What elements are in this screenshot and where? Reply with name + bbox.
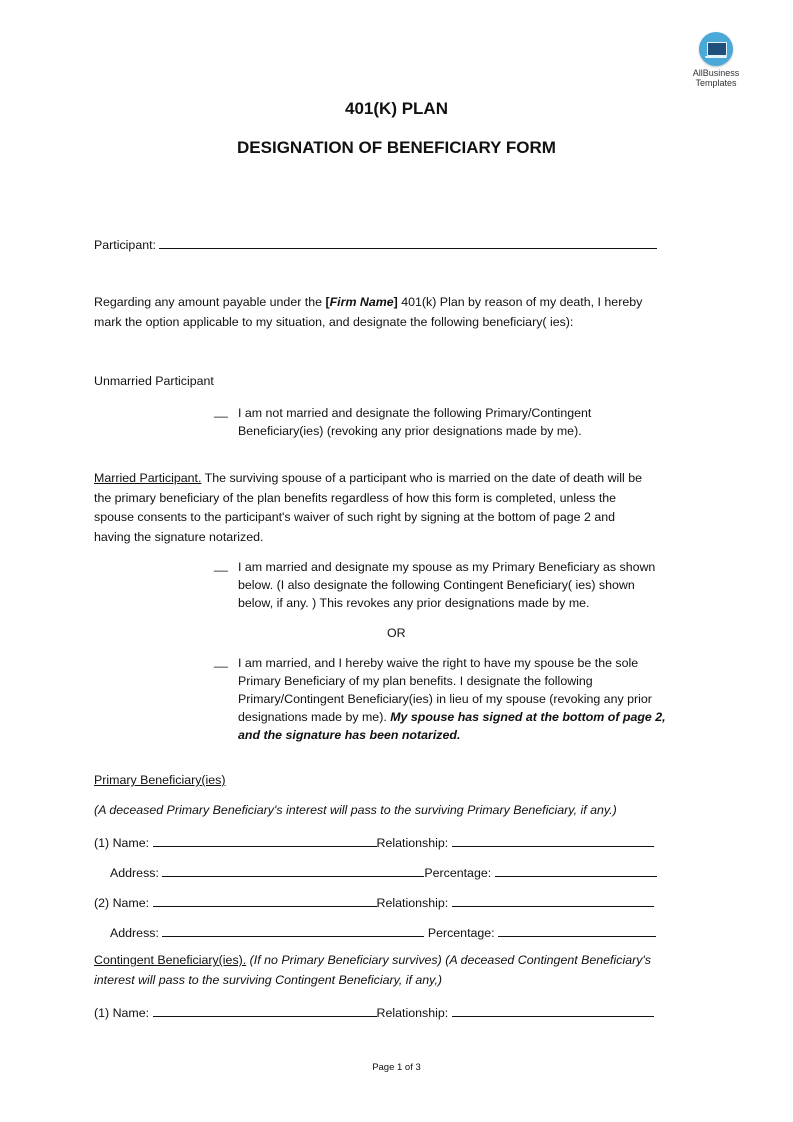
married-option1-blank[interactable]: __ — [214, 558, 228, 572]
primary-heading: Primary Beneficiary(ies) — [94, 773, 226, 787]
married-option2-text: I am married, and I hereby waive the right to have my spouse be the sole Primary Beneficiary of my plan benefits. I designate the following Primary/Contingent Beneficiary(ies) in lieu of my spouse (revoking any prior designations made by me). My spouse has signed at the bottom of page 2, and the signature has been notarized. — [238, 656, 666, 742]
primary-address-row-1: Address: Percentage: — [110, 863, 657, 880]
contingent-heading: Contingent Beneficiary(ies). — [94, 953, 247, 967]
primary-address2-field[interactable] — [162, 923, 424, 937]
logo-text: AllBusiness Templates — [692, 68, 740, 88]
document-subtitle: DESIGNATION OF BENEFICIARY FORM — [237, 138, 556, 157]
contingent-section: Contingent Beneficiary(ies). (If no Primary Beneficiary survives) (A deceased Contingent Beneficiary's interest will pass to the surviving Contingent Beneficiary, if any,) — [94, 953, 651, 987]
married-option1-text: I am married and designate my spouse as my Primary Beneficiary as shown below. (I also designate the following Contingent Beneficiary( ies) shown below, if any. ) This revokes any prior designations made by me. — [238, 560, 656, 610]
unmarried-heading: Unmarried Participant — [94, 374, 214, 388]
unmarried-option-text: I am not married and designate the following Primary/Contingent Beneficiary(ies) (revoking any prior designations made by me). — [238, 406, 592, 438]
company-logo — [686, 32, 746, 88]
married-paragraph: Married Participant. The surviving spouse of a participant who is married on the date of death will be the primary beneficiary of the plan benefits regardless of how this form is completed, unless the spouse consents to the participant's waiver of such right by signing at the bottom of page 2 and having the signature notarized. — [94, 471, 643, 544]
primary-row-2: (2) Name: Relationship: — [94, 893, 654, 910]
married-heading: Married Participant. — [94, 471, 202, 485]
or-separator: OR — [387, 626, 406, 640]
participant-row — [94, 235, 657, 252]
unmarried-checkbox-blank[interactable]: __ — [214, 404, 228, 418]
contingent-name1-field[interactable] — [153, 1003, 377, 1017]
document-title: 401(K) PLAN — [345, 99, 448, 118]
primary-percentage1-field[interactable] — [495, 863, 657, 877]
participant-label: Participant: — [94, 238, 156, 252]
primary-relationship2-field[interactable] — [452, 893, 654, 907]
participant-field[interactable] — [159, 235, 657, 249]
primary-row-1: (1) Name: Relationship: — [94, 833, 654, 850]
primary-note: (A deceased Primary Beneficiary's interest will pass to the surviving Primary Beneficiary, if any.) — [94, 803, 617, 817]
primary-name1-field[interactable] — [153, 833, 377, 847]
page-number: Page 1 of 3 — [372, 1062, 421, 1073]
contingent-relationship1-field[interactable] — [452, 1003, 654, 1017]
contingent-row-1: (1) Name: Relationship: — [94, 1003, 654, 1020]
primary-name2-field[interactable] — [153, 893, 377, 907]
primary-relationship1-field[interactable] — [452, 833, 654, 847]
married-option2-blank[interactable]: __ — [214, 654, 228, 668]
primary-address1-field[interactable] — [162, 863, 424, 877]
primary-address-row-2: Address: Percentage: — [110, 923, 656, 940]
laptop-icon — [699, 32, 733, 66]
primary-percentage2-field[interactable] — [498, 923, 656, 937]
intro-paragraph: Regarding any amount payable under the [Firm Name] 401(k) Plan by reason of my death, I hereby mark the option applicable to my situation, and designate the following beneficiary( ies): — [94, 295, 643, 329]
